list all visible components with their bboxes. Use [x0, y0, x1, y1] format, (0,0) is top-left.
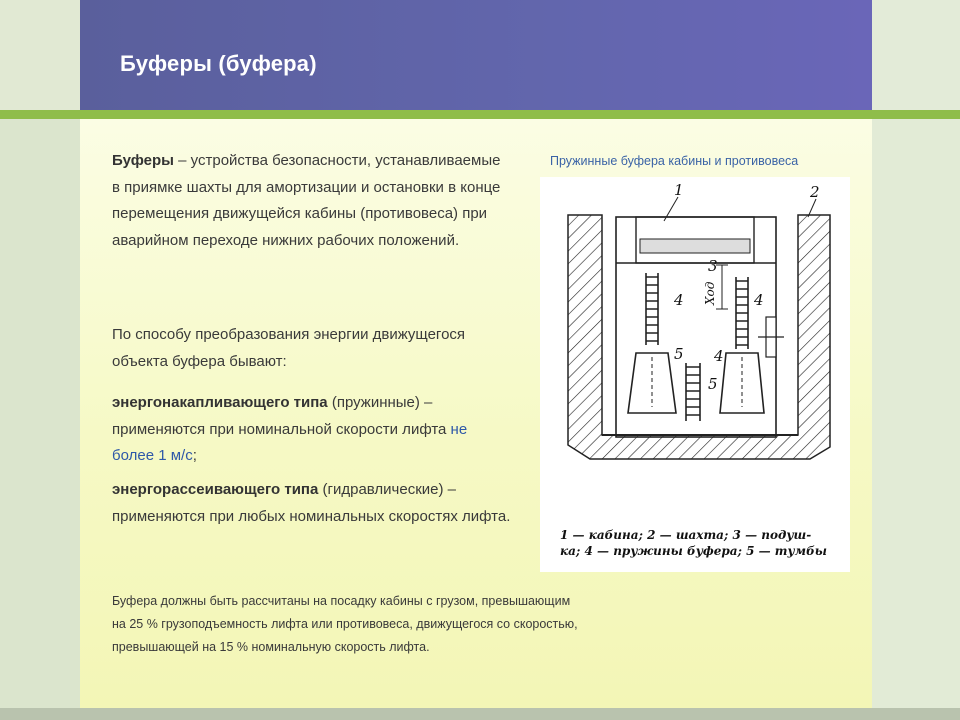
spring-right [736, 277, 748, 349]
type-accumulating-text: (пружинные) – применяются при номинальной скорости лифта [112, 394, 451, 438]
pedestal-left [628, 353, 676, 413]
label-spring-right: 4 [754, 291, 764, 309]
type-accumulating-paragraph [112, 390, 512, 470]
buffer-diagram [540, 177, 850, 572]
legend-line-1: 1 — кабина; 2 — шахта; 3 — подуш- [560, 528, 812, 542]
header-right-strip [872, 0, 960, 110]
label-spring-center: 4 [714, 347, 724, 365]
slide-title: Буферы (буфера) [120, 51, 317, 76]
classification-paragraph: По способу преобразования энергии движущегося объекта буфера бывают: [112, 326, 466, 370]
figure-caption: Пружинные буфера кабины и противовеса [550, 154, 799, 168]
type-dissipating-term: энергорассеивающего типа [112, 481, 319, 498]
accent-bar [0, 110, 960, 119]
definition-text: – устройства безопасности, устанавливаемые в приямке шахты для амортизации и остановки в конце перемещения движущейся кабины (противовеса) при аварийном переходе нижних рабочих положений. [112, 152, 501, 249]
label-stroke: Ход [703, 281, 717, 305]
label-pedestal-left: 5 [674, 345, 684, 363]
type-dissipating-paragraph [112, 477, 512, 530]
spring-center [686, 363, 700, 421]
figure-legend [560, 527, 860, 559]
definition-term: Буферы [112, 152, 174, 169]
label-shaft: 2 [810, 183, 820, 201]
legend-line-2: ка; 4 — пружины буфера; 5 — тумбы [560, 544, 827, 558]
label-cushion: 3 [708, 257, 718, 275]
buffer-diagram-svg [540, 177, 850, 572]
label-cabin: 1 [674, 181, 684, 199]
type-accumulating-end: ; [192, 447, 197, 464]
type-accumulating-term: энергонакапливающего типа [112, 394, 328, 411]
header-left-strip [0, 0, 80, 110]
label-spring-left: 4 [674, 291, 684, 309]
definition-paragraph [112, 148, 512, 254]
type-dissipating-text: (гидравлические) – применяются при любых номинальных скоростях лифта. [112, 481, 511, 525]
speed-limit-highlight: не более 1 м/с [112, 420, 468, 464]
label-pedestal-right: 5 [708, 375, 718, 393]
spring-left [646, 273, 658, 345]
requirement-note: Буфера должны быть рассчитаны на посадку кабины с грузом, превышающим на 25 % грузоподъемность лифта или противовеса, движущегося со скоростью, превышающей на 15 % номинальную скорость лифта. [112, 594, 578, 654]
pedestal-right [720, 353, 764, 413]
footer-bar [0, 708, 960, 720]
